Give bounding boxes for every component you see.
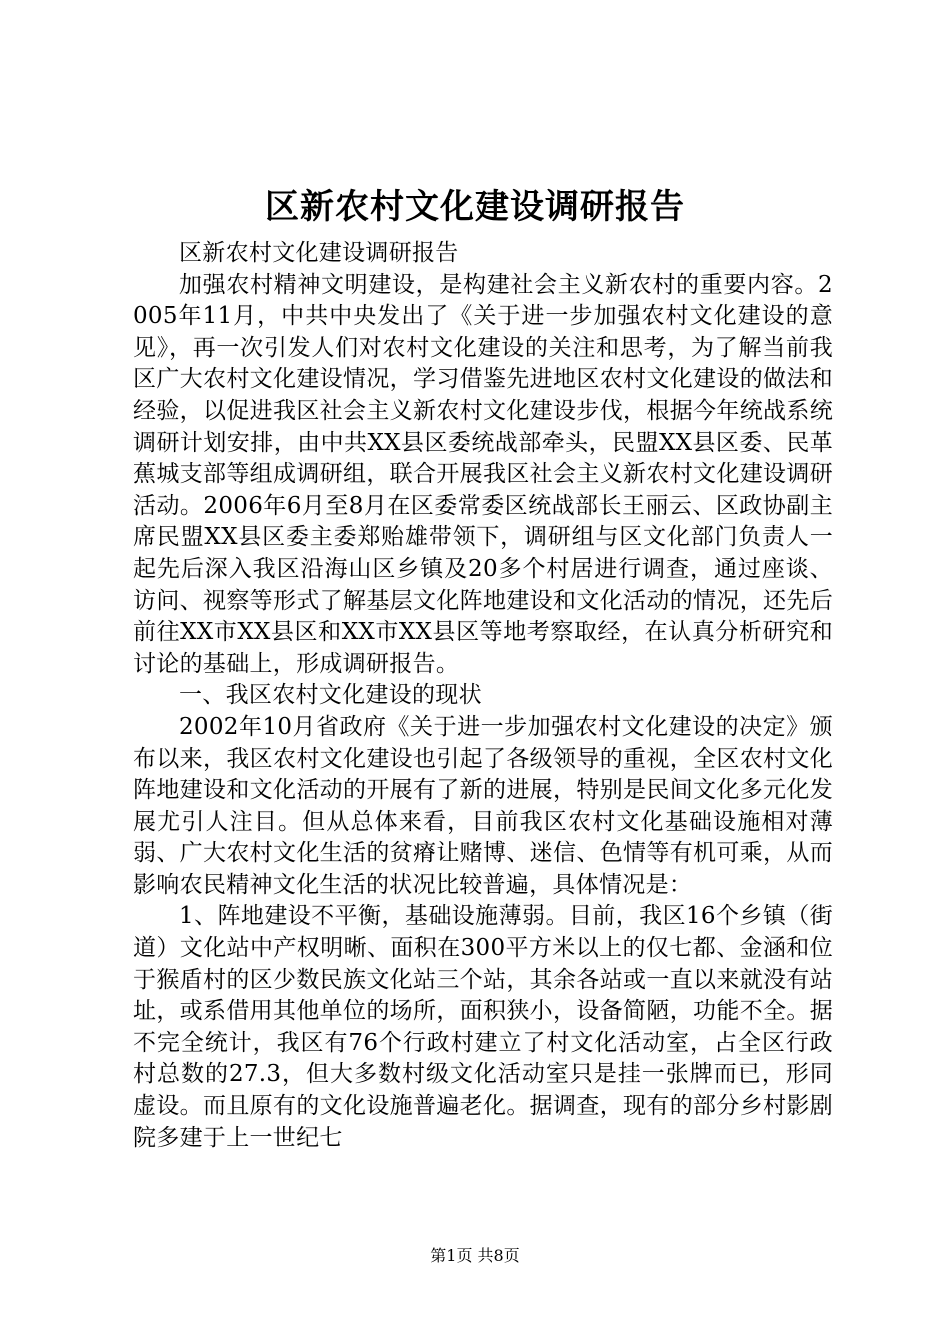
paragraph-subtitle: 区新农村文化建设调研报告 (179, 240, 459, 266)
paragraph-point-1: 1、阵地建设不平衡，基础设施薄弱。目前，我区16个乡镇（街道）文化站中产权明晰、面积在300平方米以上的仅七都、金涵和位于猴盾村的区少数民族文化站三个站，其余各站或一直以来就没有站址，或系借用其他单位的场所，面积狭小，设备简陋，功能不全。据不完全统计，我区有76个行政村建立了村文化活动室，占全区行政村总数的27.3，但大多数村级文化活动室只是挂一张牌而已，形同虚设。而且原有的文化设施普遍老化。据调查，现有的部分乡村影剧院多建于上一世纪七 (133, 903, 833, 1151)
paragraph-intro: 加强农村精神文明建设，是构建社会主义新农村的重要内容。2005年11月，中共中央发出了《关于进一步加强农村文化建设的意见》，再一次引发人们对农村文化建设的关注和思考，为了解当前我区广大农村文化建设情况，学习借鉴先进地区农村文化建设的做法和经验，以促进我区社会主义新农村文化建设步伐，根据今年统战系统调研计划安排，由中共XX县区委统战部牵头，民盟XX县区委、民革蕉城支部等组成调研组，联合开展我区社会主义新农村文化建设调研活动。2006年6月至8月在区委常委区统战部长王丽云、区政协副主席民盟XX县区委主委郑贻雄带领下，调研组与区文化部门负责人一起先后深入我区沿海山区乡镇及20多个村居进行调查，通过座谈、访问、视察等形式了解基层文化阵地建设和文化活动的情况，还先后前往XX市XX县区和XX市XX县区等地考察取经，在认真分析研究和讨论的基础上，形成调研报告。 (133, 271, 833, 677)
paragraph-status: 2002年10月省政府《关于进一步加强农村文化建设的决定》颁布以来，我区农村文化建设也引起了各级领导的重视，全区农村文化阵地建设和文化活动的开展有了新的进展，特别是民间文化多元化发展尤引人注目。但从总体来看，目前我区农村文化基础设施相对薄弱、广大农村文化生活的贫瘠让赌博、迷信、色情等有机可乘，从而影响农民精神文化生活的状况比较普遍，具体情况是： (133, 713, 833, 898)
document-body (133, 238, 833, 1154)
section-heading: 一、我区农村文化建设的现状 (179, 682, 482, 709)
page-number-footer: 第1页 共8页 (430, 1246, 520, 1265)
page-title: 区新农村文化建设调研报告 (265, 187, 685, 227)
